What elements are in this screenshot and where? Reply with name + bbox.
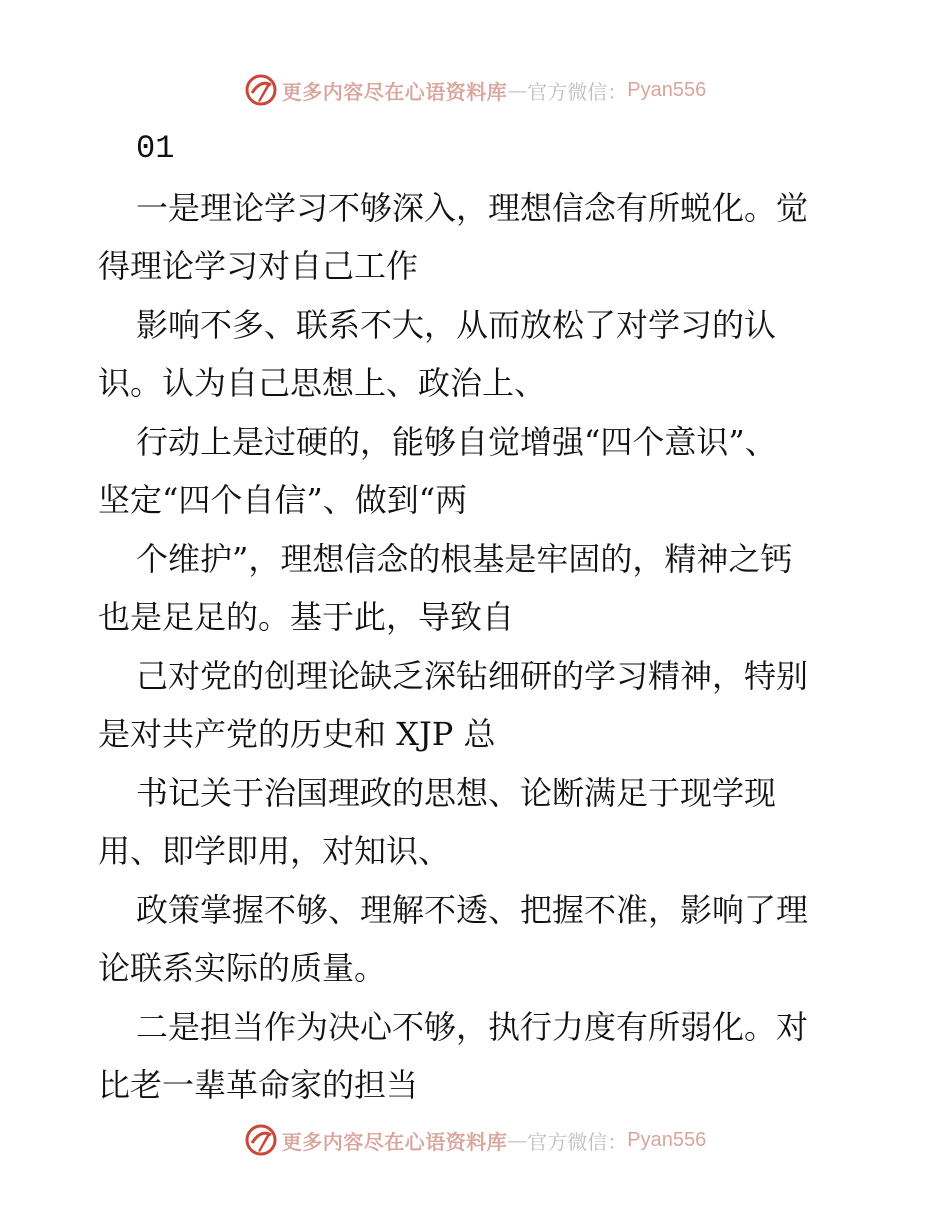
text-line: 识。认为自己思想上、政治上、 <box>98 364 547 402</box>
text-line: 一是理论学习不够深入，理想信念有所蜕化。觉 <box>136 188 809 227</box>
document-body <box>98 120 858 1115</box>
section-number: 01 <box>136 130 175 167</box>
text-line: 得理论学习对自己工作 <box>98 247 419 285</box>
logo-icon <box>244 1123 278 1157</box>
header-watermark <box>0 70 950 110</box>
text-line: 坚定“四个自信”、做到“两 <box>98 481 468 519</box>
text-line: 是对共产党的历史和 XJP 总 <box>98 715 496 753</box>
watermark-dash: — <box>507 78 528 102</box>
text-line: 论联系实际的质量。 <box>98 949 387 987</box>
text-line: 行动上是过硬的，能够自觉增强“四个意识”、 <box>136 422 777 461</box>
text-line: 也是足足的。基于此，导致自 <box>98 598 515 636</box>
text-line: 个维护”，理想信念的根基是牢固的，精神之钙 <box>136 539 793 578</box>
logo-icon <box>244 73 278 107</box>
watermark-wechat-id: Pyan556 <box>627 1128 707 1151</box>
watermark-wechat-id: Pyan556 <box>627 78 707 101</box>
text-line: 二是担当作为决心不够，执行力度有所弱化。对 <box>136 1007 809 1046</box>
text-line: 比老一辈革命家的担当 <box>98 1066 419 1104</box>
text-line: 政策掌握不够、理解不透、把握不准，影响了理 <box>136 890 809 929</box>
watermark-official-label: 官方微信： <box>527 79 628 104</box>
text-line: 用、即学即用，对知识、 <box>98 832 451 870</box>
watermark-site-text: 更多内容尽在心语资料库 <box>281 79 508 104</box>
watermark-official-label: 官方微信： <box>527 1129 628 1154</box>
watermark-dash: — <box>507 1128 528 1152</box>
text-line: 书记关于治国理政的思想、论断满足于现学现 <box>136 773 777 812</box>
footer-watermark <box>0 1120 950 1160</box>
text-line: 己对党的创理论缺乏深钻细研的学习精神，特别 <box>136 656 809 695</box>
text-line: 影响不多、联系不大，从而放松了对学习的认 <box>136 305 777 344</box>
watermark-site-text: 更多内容尽在心语资料库 <box>281 1129 508 1154</box>
